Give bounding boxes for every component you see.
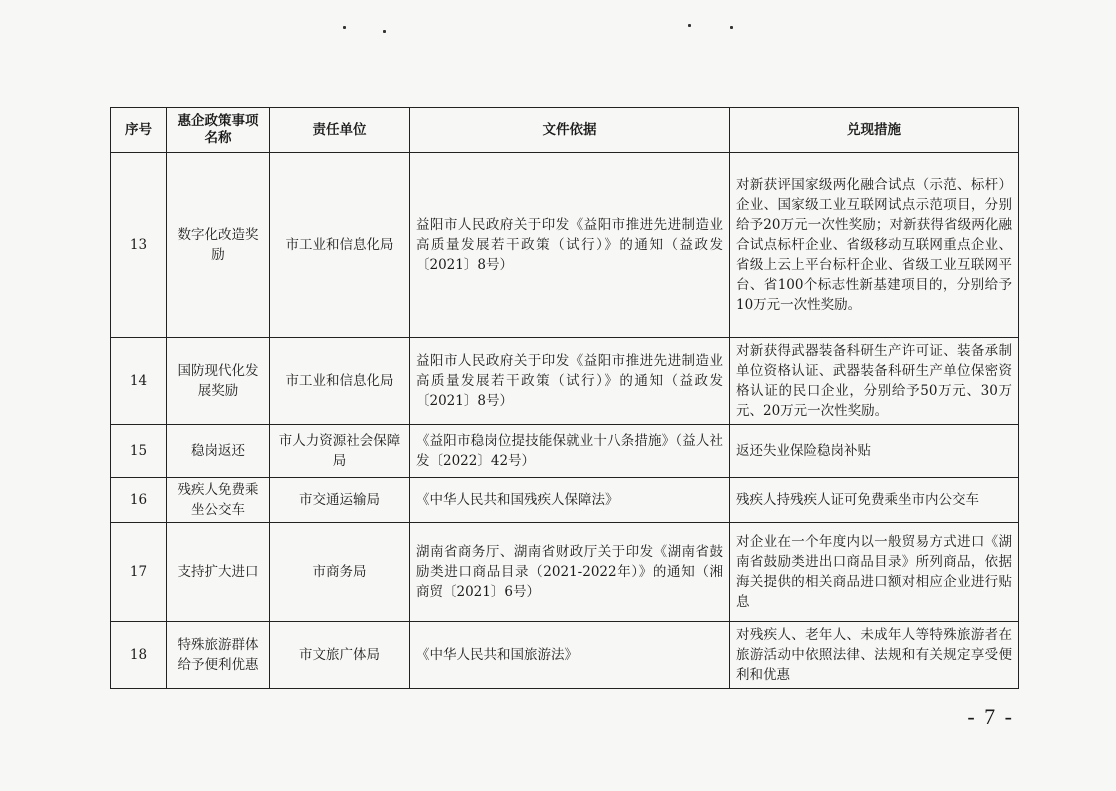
row-measure: 返还失业保险稳岗补贴	[730, 425, 1019, 478]
table-row	[111, 153, 1019, 338]
row-name: 残疾人免费乘坐公交车	[167, 478, 270, 523]
table-row	[111, 622, 1019, 689]
table-header-row	[111, 108, 1019, 153]
row-unit: 市工业和信息化局	[270, 153, 410, 338]
row-name: 稳岗返还	[167, 425, 270, 478]
row-basis: 湖南省商务厅、湖南省财政厅关于印发《湖南省鼓励类进口商品目录（2021-2022年）》的通知（湘商贸〔2021〕6号）	[410, 523, 730, 622]
row-unit: 市人力资源社会保障局	[270, 425, 410, 478]
row-unit: 市交通运输局	[270, 478, 410, 523]
header-no: 序号	[111, 108, 167, 153]
row-no: 14	[111, 338, 167, 425]
header-unit: 责任单位	[270, 108, 410, 153]
scan-speck	[730, 26, 733, 29]
header-measure: 兑现措施	[730, 108, 1019, 153]
scan-speck	[383, 30, 386, 33]
row-name: 支持扩大进口	[167, 523, 270, 622]
scan-speck	[343, 26, 346, 29]
row-no: 15	[111, 425, 167, 478]
row-basis: 益阳市人民政府关于印发《益阳市推进先进制造业高质量发展若干政策（试行）》的通知（益政发〔2021〕8号）	[410, 153, 730, 338]
row-name: 特殊旅游群体给予便利优惠	[167, 622, 270, 689]
header-basis: 文件依据	[410, 108, 730, 153]
policy-table	[110, 107, 1019, 689]
row-unit: 市商务局	[270, 523, 410, 622]
row-unit: 市工业和信息化局	[270, 338, 410, 425]
row-unit: 市文旅广体局	[270, 622, 410, 689]
row-no: 16	[111, 478, 167, 523]
table-row	[111, 478, 1019, 523]
row-measure: 对残疾人、老年人、未成年人等特殊旅游者在旅游活动中依照法律、法规和有关规定享受便利和优惠	[730, 622, 1019, 689]
row-no: 13	[111, 153, 167, 338]
row-no: 18	[111, 622, 167, 689]
table-row	[111, 523, 1019, 622]
page-number: - 7 -	[967, 704, 1014, 729]
row-measure: 对新获评国家级两化融合试点（示范、标杆）企业、国家级工业互联网试点示范项目，分别给予20万元一次性奖励；对新获得省级两化融合试点标杆企业、省级移动互联网重点企业、省级上云上平台标杆企业、省级工业互联网平台、省100个标志性新基建项目的，分别给予10万元一次性奖励。	[730, 153, 1019, 338]
row-measure: 残疾人持残疾人证可免费乘坐市内公交车	[730, 478, 1019, 523]
row-name: 数字化改造奖励	[167, 153, 270, 338]
scan-speck	[688, 24, 691, 27]
row-basis: 《中华人民共和国残疾人保障法》	[410, 478, 730, 523]
row-measure: 对企业在一个年度内以一般贸易方式进口《湖南省鼓励类进出口商品目录》所列商品，依据海关提供的相关商品进口额对相应企业进行贴息	[730, 523, 1019, 622]
row-measure: 对新获得武器装备科研生产许可证、装备承制单位资格认证、武器装备科研生产单位保密资格认证的民口企业，分别给予50万元、30万元、20万元一次性奖励。	[730, 338, 1019, 425]
row-name: 国防现代化发展奖励	[167, 338, 270, 425]
header-name: 惠企政策事项名称	[167, 108, 270, 153]
table-row	[111, 338, 1019, 425]
row-no: 17	[111, 523, 167, 622]
row-basis: 《中华人民共和国旅游法》	[410, 622, 730, 689]
row-basis: 益阳市人民政府关于印发《益阳市推进先进制造业高质量发展若干政策（试行）》的通知（益政发〔2021〕8号）	[410, 338, 730, 425]
row-basis: 《益阳市稳岗位提技能保就业十八条措施》（益人社发〔2022〕42号）	[410, 425, 730, 478]
table-row	[111, 425, 1019, 478]
